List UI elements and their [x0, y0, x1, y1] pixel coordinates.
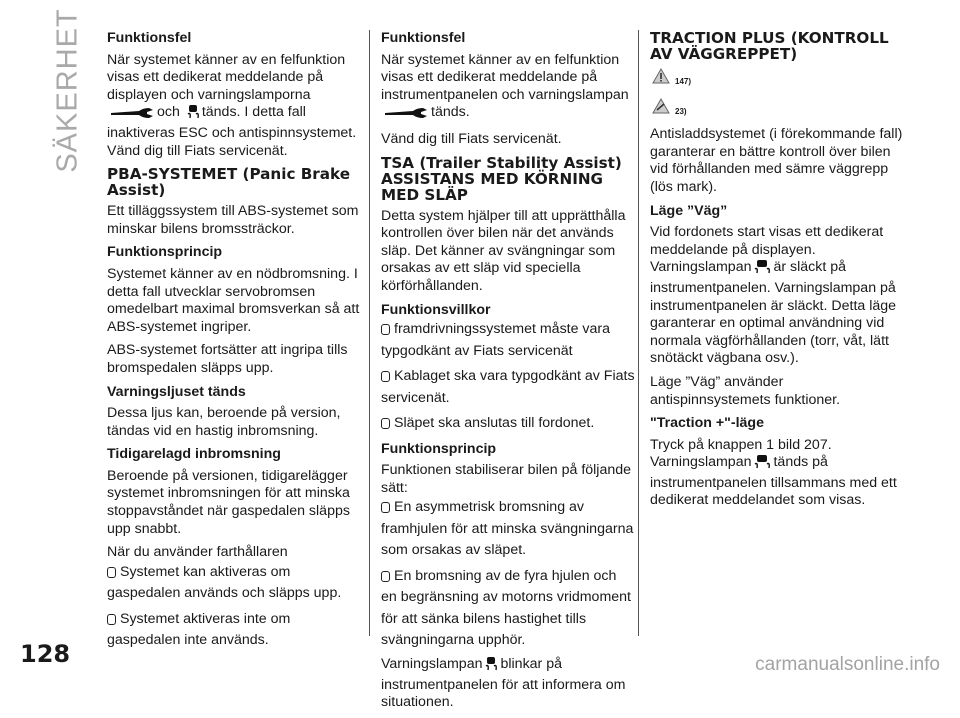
list-item-text: Kablaget ska vara typgodkänt av Fiats servicenät.: [381, 368, 635, 406]
vag-text-a: Vid fordonets start visas ett dedikerat meddelande på displayen. Varningslampan: [650, 224, 884, 276]
paragraph-fault: [381, 52, 636, 125]
column-divider: [369, 30, 370, 636]
fault-text-b: tänds.: [431, 104, 470, 121]
column-3: [650, 30, 905, 516]
paragraph-farthallaren: När du använder farthållaren: [107, 544, 288, 561]
bullet-icon: [107, 614, 116, 625]
list-item-text: Systemet aktiveras inte om gaspedalen inte används.: [107, 610, 291, 649]
list-item-text: Systemet kan aktiveras om gaspedalen används och släpps upp.: [107, 563, 342, 602]
paragraph-princip-1: Systemet känner av en nödbromsning. I detta fall utvecklar servobromsen omedelbart maximal bromsverkan så att ABS-systemet ingriper.: [107, 265, 360, 335]
heading-pba: PBA-SYSTEMET (Panic Brake Assist): [107, 165, 351, 200]
section-side-label: [48, 7, 88, 173]
vag-text-b: är släckt på instrumentpanelen. Varningslampan på instrumentpanelen är släckt. Detta läge garanterar en optimal användning vid normala vägförhållanden (torr, våt, lätt snötäckt vägbana osv.).: [650, 259, 897, 367]
heading-funktionsprincip: Funktionsprincip: [107, 244, 223, 261]
paragraph-tsa: Detta system hjälper till att upprätthålla kontrollen över bilen när det används släp. Det känner av svängningar som orsakas av ett släp vid speciella körförhållanden.: [381, 207, 626, 294]
blink-text-a: Varningslampan: [381, 655, 483, 672]
fault-text-a: När systemet känner av en felfunktion visas ett dedikerat meddelande på instrumentpanelen och varningslampan: [381, 51, 629, 103]
bullet-icon: [381, 571, 390, 582]
warning-triangle-icon: [652, 68, 670, 90]
heading-tidigarelagd: Tidigarelagd inbromsning: [107, 446, 281, 463]
list-item-text: En bromsning av de fyra hjulen och en begränsning av motorns vridmoment för att sänka bilens hastighet tills svängningarna upphör.: [381, 567, 631, 649]
fault-text-b: tänds. I detta fall inaktiveras ESC och antispinnsystemet. Vänd dig till Fiats servicenät.: [107, 104, 357, 159]
paragraph-fault: [107, 52, 362, 161]
heading-varningsljuset: Varningsljuset tänds: [107, 383, 246, 400]
wrench-icon: [109, 107, 155, 125]
column-1: [107, 30, 362, 656]
heading-lage-vag: Läge ”Väg”: [650, 202, 728, 219]
paragraph-tidig: Beroende på versionen, tidigarelägger systemet inbromsningen för att minska stoppavståndet när gaspedalen släpps upp snabbt.: [107, 467, 350, 537]
list-item: [381, 413, 636, 435]
page-number: 128: [20, 640, 71, 668]
side-label-text: SÄKERHET: [51, 7, 84, 173]
skid-car-icon: [484, 656, 498, 677]
blink-text-b: blinkar på instrumentpanelen för att informera om situationen.: [381, 655, 626, 711]
paragraph-traction-plus: [650, 437, 905, 510]
traction-car-icon: [753, 454, 771, 475]
column-2: [381, 30, 636, 718]
list-item: [381, 497, 636, 562]
bullet-icon: [381, 418, 390, 429]
heading-traction-plus-mode: "Traction +"-läge: [650, 415, 764, 432]
paragraph-intro: Antisladdsystemet (i förekommande fall) garanterar en bättre kontroll över bilen vid förhållanden med sämre väggrepp (lös mark).: [650, 126, 903, 195]
heading-funktionsvillkor: Funktionsvillkor: [381, 301, 491, 318]
heading-funktionsfel: Funktionsfel: [381, 30, 466, 46]
warning-reference: [650, 67, 905, 91]
list-item: [381, 566, 636, 652]
list-item: [381, 319, 636, 362]
tplus-text-b: tänds på instrumentpanelen tillsammans med ett dedikerat meddelandet som visas.: [650, 454, 897, 509]
paragraph-servicenat: Vänd dig till Fiats servicenät.: [381, 130, 562, 147]
watermark: carmanualsonline.info: [755, 654, 940, 675]
bullet-icon: [381, 371, 390, 382]
warning-number: 23): [675, 106, 687, 116]
list-item-text: En asymmetrisk bromsning av framhjulen för att minska svängningarna som orsakas av släpet.: [381, 499, 634, 559]
list-item: [107, 562, 362, 605]
tplus-text-a: Tryck på knappen 1 bild 207. Varningslampan: [650, 436, 832, 471]
column-divider: [638, 30, 639, 636]
bullet-icon: [107, 567, 116, 578]
heading-funktionsprincip: Funktionsprincip: [381, 440, 497, 457]
paragraph-pba: Ett tilläggssystem till ABS-systemet som minskar bilens bromssträckor.: [107, 203, 359, 237]
paragraph-vag-2: Läge ”Väg” använder antispinnsystemets funktioner.: [650, 373, 841, 408]
list-item: [107, 609, 362, 652]
warning-reference: [650, 97, 905, 121]
paragraph-vag: [650, 224, 905, 368]
paragraph-blink: [381, 656, 636, 712]
fault-text-och: och: [157, 104, 180, 121]
list-item-text: Släpet ska anslutas till fordonet.: [394, 415, 595, 432]
list-item-text: framdrivningssystemet måste vara typgodkänt av Fiats servicenät: [381, 321, 611, 359]
heading-traction-plus: TRACTION PLUS (KONTROLL AV VÄGGREPPET): [650, 29, 889, 63]
bullet-icon: [381, 324, 390, 335]
heading-funktionsfel: Funktionsfel: [107, 30, 192, 46]
caution-triangle-icon: [652, 98, 670, 120]
paragraph-princip: Funktionen stabiliserar bilen på följande sätt:: [381, 462, 632, 496]
traction-car-icon: [753, 259, 771, 280]
bullet-icon: [381, 502, 390, 513]
wrench-icon: [383, 107, 429, 125]
paragraph-princip-2: ABS-systemet fortsätter att ingripa tills bromspedalen släpps upp.: [107, 342, 348, 376]
heading-tsa: TSA (Trailer Stability Assist) ASSISTANS MED KÖRNING MED SLÄP: [381, 153, 622, 204]
paragraph-varning: Dessa ljus kan, beroende på version, tändas vid en hastig inbromsning.: [107, 405, 341, 439]
list-item: [381, 366, 636, 409]
warning-number: 147): [675, 77, 692, 86]
fault-text-a: När systemet känner av en felfunktion visas ett dedikerat meddelande på displayen och varningslamporna: [107, 51, 346, 103]
skid-car-icon: [186, 104, 200, 125]
